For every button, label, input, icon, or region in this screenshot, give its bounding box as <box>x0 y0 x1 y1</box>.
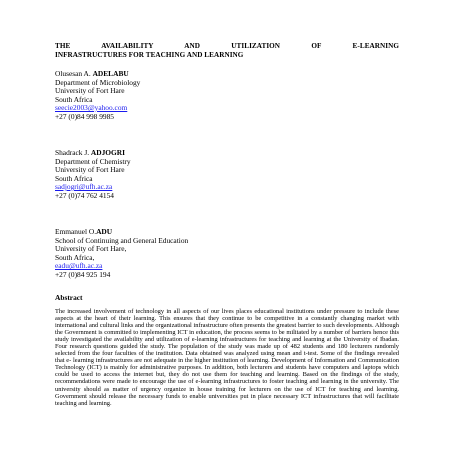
author-email-link[interactable]: sadjogri@ufh.ac.za <box>55 182 113 191</box>
author-phone: +27 (0)84 925 194 <box>55 269 111 279</box>
author-block-1 <box>55 70 140 121</box>
paper-page <box>55 42 399 407</box>
author-email-link[interactable]: eadu@ufh.ac.za <box>55 261 103 270</box>
author-department: Department of Microbiology <box>55 77 141 87</box>
author-surname: ADJOGRI <box>90 148 126 157</box>
author-given-name: Olusesan A. <box>55 69 93 78</box>
abstract-body: The increased involvement of technology in all aspects of our lives places educational institutions under pressure to include these aspects at the heart of their learning. This ensures that they continue to be competitive in a constantly changing market with international and cultural links and the organizational infrastructure often presents the greatest barrier to such developments. Although the Government is committed to implementing ICT in education, the process seems to be militated by a number of barriers hence this study investigated the availability and utilization of e-learning infrastructures for teaching and learning at the University of Ibadan. Four research questions guided the study. The population of the study was made up of 482 students and 180 lecturers randomly selected from the four faculties of the institution. Data obtained was analyzed using mean and t-test. Some of the findings revealed that e- learning infrastructures are not adequate in the higher institution of learning. Development of Information and Communication Technology (ICT) is mainly for administrative purposes. In addition, both lecturers and students have computers and laptops which could be used to access the internet but, they do not use them for teaching and learning. Based on the findings of the study, recommendations were made to encourage the use of e-learning infrastructures to foster teaching and learning in the university. The university should as matter of urgency organize in house training for lecturers on the use of ICT for teaching and learning. Government should release the necessary funds to enable universities put in place necessary ICT infrastructures that will facilitate teaching and learning. <box>55 308 399 407</box>
paper-title-line-2: INFRASTRUCTURES FOR TEACHING AND LEARNING <box>55 51 244 59</box>
author-institution: University of Fort Hare <box>55 86 125 95</box>
author-block-2 <box>55 149 131 200</box>
abstract-heading: Abstract <box>55 293 83 302</box>
author-phone: +27 (0)84 998 9985 <box>55 111 114 121</box>
author-phone: +27 (0)74 762 4154 <box>55 190 114 200</box>
author-institution: University of Fort Hare, <box>55 244 127 253</box>
author-given-name: Shadrack J. <box>55 148 91 157</box>
author-given-name: Emmanuel O. <box>55 227 97 236</box>
author-country: South Africa, <box>55 252 95 262</box>
author-department: School of Continuing and General Education <box>55 235 189 245</box>
author-surname: ADELABU <box>92 69 129 78</box>
author-country: South Africa <box>55 173 93 183</box>
author-country: South Africa <box>55 94 93 104</box>
author-block-3 <box>55 228 188 279</box>
paper-title-line-1: THE AVAILABILITY AND UTILIZATION OF E-LEARNING <box>55 42 399 50</box>
author-surname: ADU <box>96 227 113 236</box>
author-email-link[interactable]: seecie2003@yahoo.com <box>55 103 128 112</box>
author-department: Department of Chemistry <box>55 156 131 166</box>
author-institution: University of Fort Hare <box>55 165 125 174</box>
